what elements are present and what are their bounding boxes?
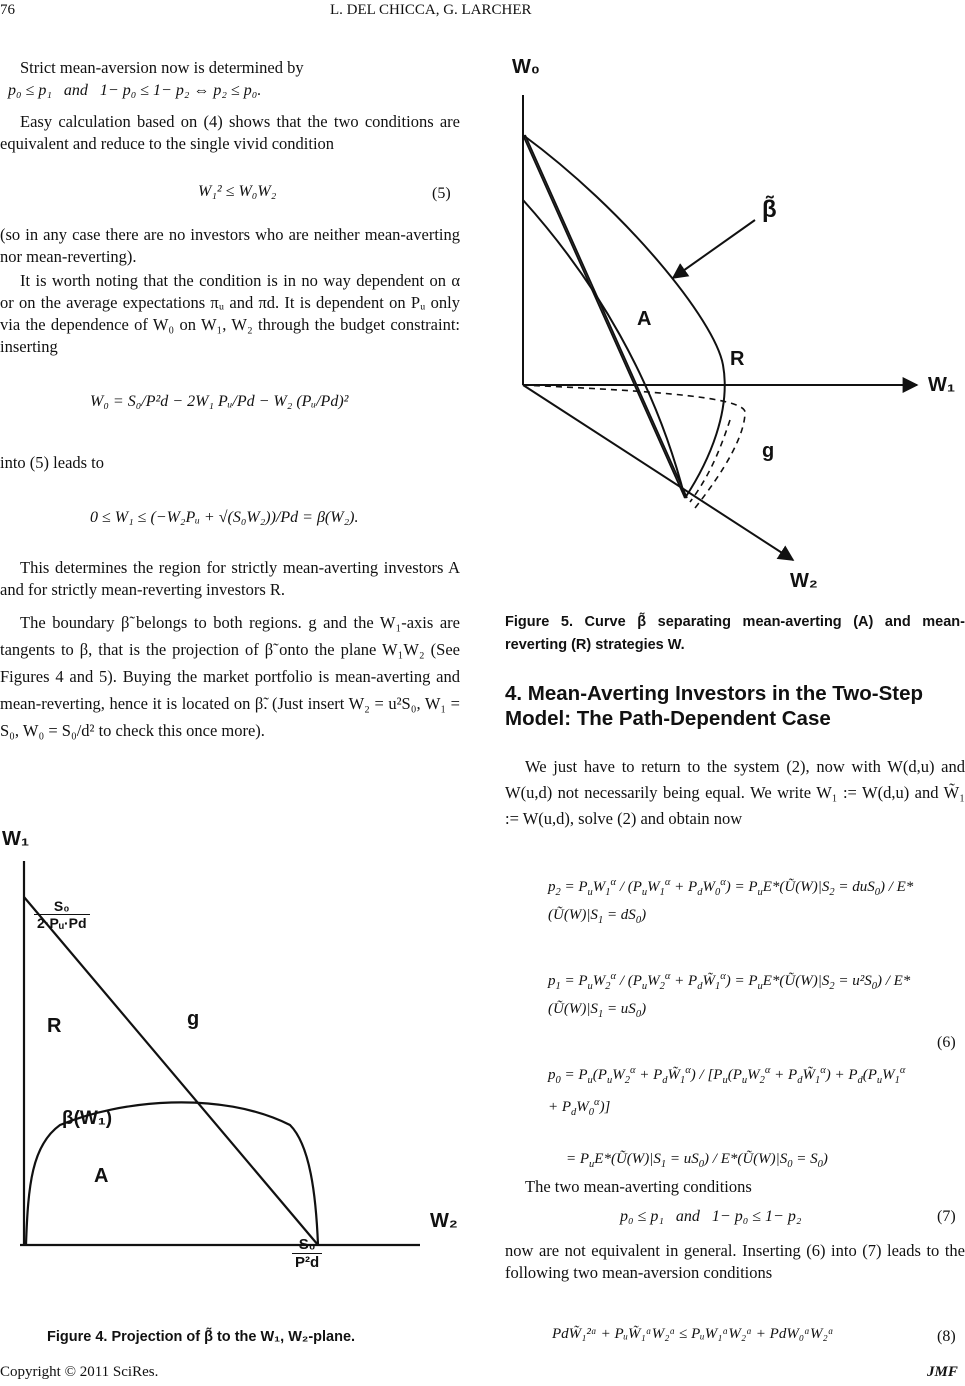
left-paragraph-1: Strict mean-aversion now is determined by xyxy=(20,58,304,77)
left-paragraph-5: into (5) leads to xyxy=(0,453,105,472)
fig4-x-tick-den: P²d xyxy=(295,1254,320,1271)
fig5-w1-label: W₁ xyxy=(928,374,956,396)
fig4-y-tick-label xyxy=(34,898,90,931)
figure-5-caption: Figure 5. Curve β̃ separating mean-averting (A) and mean-reverting (R) strategies W. xyxy=(505,614,965,653)
fig5-label-g: g xyxy=(762,440,775,462)
left-paragraph-3: (so in any case there are no investors who are neither mean-averting nor mean-reverting). xyxy=(0,225,460,266)
copyright: Copyright © 2011 SciRes. xyxy=(0,1364,159,1380)
page-number: 76 xyxy=(0,2,15,18)
right-paragraph-3: now are not equivalent in general. Inserting (6) into (7) leads to the following two mean-aversion conditions xyxy=(505,1241,965,1282)
fig4-label-beta: β(W₁) xyxy=(62,1108,113,1129)
mean-aversion-conditions: p₀ ≤ p₁ and 1− p₀ ≤ 1− p₂ ⇔ p₂ ≤ p₀. xyxy=(8,82,262,99)
fig5-region-A: A xyxy=(637,308,652,330)
fig5-w2-label: W₂ xyxy=(790,570,818,592)
figure-4 xyxy=(0,825,470,1265)
equation-7: p₀ ≤ p₁ and 1− p₀ ≤ 1− p₂ xyxy=(620,1208,802,1225)
fig4-x-tick-num: S₀ xyxy=(292,1236,322,1254)
fig5-tilde-beta-label: β̃ xyxy=(762,196,777,223)
fig4-region-R: R xyxy=(47,1015,62,1037)
fig4-y-tick-den: 2·Pᵤ·Pd xyxy=(37,915,87,931)
section-heading: 4. Mean-Averting Investors in the Two-Step Model: The Path-Dependent Case xyxy=(505,682,924,730)
right-paragraph-2: The two mean-averting conditions xyxy=(525,1177,752,1196)
equation-7-number: (7) xyxy=(937,1208,956,1225)
figure-4-caption: Figure 4. Projection of β̃ to the W₁, W₂-plane. xyxy=(47,1329,356,1345)
fig4-x-axis-label: W₂ xyxy=(430,1210,458,1232)
fig4-y-tick-num: S₀ xyxy=(34,898,90,915)
running-header: L. DEL CHICCA, G. LARCHER xyxy=(330,2,532,18)
tangent-line-g xyxy=(24,897,318,1245)
fig5-region-R: R xyxy=(730,348,745,370)
left-paragraph-7: The boundary β̃ belongs to both regions. g and the W₁-axis are tangents to β, that is the projection of β̃ onto the plane W₁W₂ (See Figures 4 and 5). Buying the market portfolio is mean-averting and mean-reverting, hence it is located on β̃. (Just insert W₂ = u²S₀, W₁ = S₀, W₀ = S₀/d² to check this once more). xyxy=(0,613,460,740)
left-paragraph-4: It is worth noting that the condition is in no way dependent on α or on the average expectations πᵤ and πd. It is dependent on Pᵤ only via the dependence of W₀ on W₁, W₂ through the budget constraint: inserting xyxy=(0,271,460,356)
tilde-beta-curve xyxy=(523,135,725,498)
eq6-p1: $p_1 = P_uW_2^\alpha / (P_uW_2^\alpha$ + $P_dW̃_1^\alpha$) = $P_uE*(Ũ(W)|S_2 = u^2S_0)$ / $E*(Ũ(W)|S_1 = uS_0)$ xyxy=(548,971,911,1020)
eq6-p0-expectation: = $P_uE*(Ũ(W)|S_1 = uS_0)$ / $E*(Ũ(W)|S_0 = S_0)$ xyxy=(566,1151,828,1170)
equation-6-block xyxy=(548,872,918,1176)
fig4-label-g: g xyxy=(187,1008,200,1030)
eq6-p2: $p_2 = P_uW_1^\alpha / (P_uW_1^\alpha + P_dW_0^\alpha)$ = $P_uE*(Ũ(W)|S_2 = duS_0)$ / $E*(Ũ(W)|S_1 = dS_0)$ xyxy=(548,877,914,926)
equation-beta: 0 ≤ W₁ ≤ (−W₂Pᵤ + √(S₀W₂))/Pd = β(W₂). xyxy=(90,509,359,526)
fig4-region-A: A xyxy=(94,1165,109,1187)
equation-5: W₁² ≤ W₀W₂ xyxy=(198,183,277,200)
journal-abbrev: JMF xyxy=(927,1364,958,1380)
equation-8: PdW̃₁²ᵅ + PᵤW̃₁ᵅW₂ᵅ ≤ PᵤW₁ᵅW₂ᵅ + PdW₀ᵅW₂ᵅ xyxy=(552,1326,834,1342)
equation-w0: W₀ = S₀/P²d − 2W₁ Pᵤ/Pd − W₂ (Pᵤ/Pd)² xyxy=(90,393,349,410)
equation-8-number: (8) xyxy=(937,1328,956,1345)
fig4-y-axis-label: W₁ xyxy=(2,828,30,850)
right-paragraph-1: We just have to return to the system (2), now with W(d,u) and W(u,d) not necessarily being equal. We write W₁ := W(d,u) and W̃₁ := W(u,d), solve (2) and obtain now xyxy=(505,757,965,828)
equation-5-number: (5) xyxy=(432,185,451,202)
equation-6-number: (6) xyxy=(937,1034,956,1051)
eq6-p0: $p_0 = P_u(P_uW_2^\alpha$ + $P_dW̃_1^\alpha) / [P_u(P_uW_2^\alpha$ + $P_dW̃_1^\alpha) + P_d(P_uW_1^\alpha + P_dW_0^\alpha)$] xyxy=(548,1065,906,1118)
left-paragraph-2: Easy calculation based on (4) shows that the two conditions are equivalent and reduce to the single vivid condition xyxy=(0,112,460,153)
fig5-w0-label: W₀ xyxy=(512,56,540,78)
figure-5 xyxy=(505,50,965,595)
fig4-x-tick-label xyxy=(292,1236,322,1271)
left-paragraph-6: This determines the region for strictly mean-averting investors A and for strictly mean-reverting investors R. xyxy=(0,558,460,599)
